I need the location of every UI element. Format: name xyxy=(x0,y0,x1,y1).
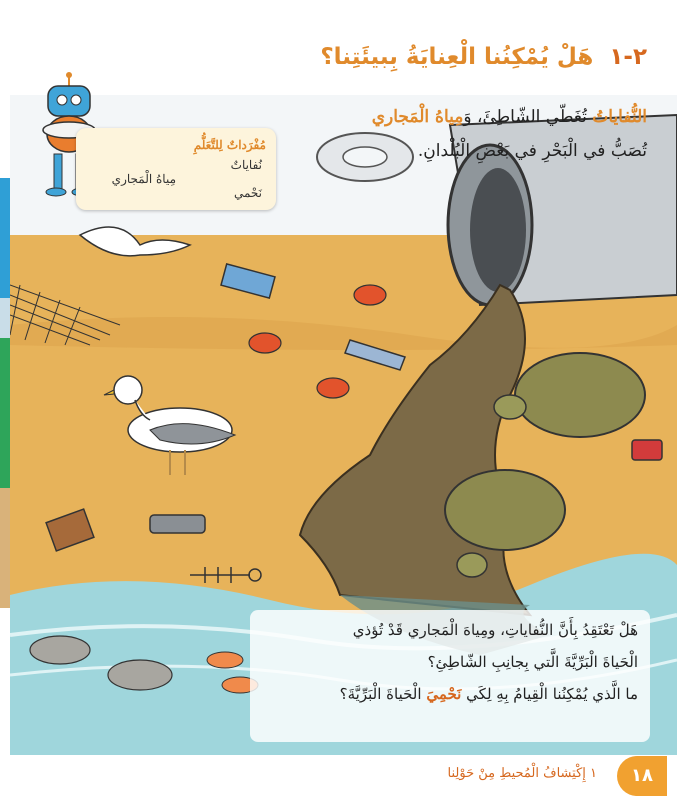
questions-box xyxy=(250,610,650,742)
vocabulary-word: نُفاياتٌ xyxy=(230,158,262,172)
lesson-title-text: هَلْ يُمْكِنُنا الْعِنايَةُ بِبيئَتِنا؟ xyxy=(320,44,594,70)
footer xyxy=(0,756,677,796)
vocabulary-heading: مُفْرَداتٌ لِلتَّعَلُّمِ xyxy=(193,138,266,152)
vocabulary-word: مِياهُ الْمَجاري xyxy=(111,172,176,186)
intro-mid: تُغَطّي الشّاطِئَ، وَ xyxy=(463,107,587,127)
page-number: ١٨ xyxy=(617,756,667,796)
intro-text xyxy=(227,100,647,168)
keyword-sewage: مِياهُ الْمَجاري xyxy=(371,107,464,127)
vocabulary-word: نَحْمي xyxy=(233,186,262,200)
page-edge-strip xyxy=(0,298,10,338)
question-line-1: هَلْ تَعْتَقِدُ بِأَنَّ النُّفاياتِ، ومِياهَ الْمَجاري قَدْ تُؤذي xyxy=(352,621,638,639)
chapter-title: ١ إِكْتِشافُ الْمُحيطِ مِنْ حَوْلِنا xyxy=(447,766,597,781)
page-edge-strip xyxy=(0,488,10,608)
question-line-3 xyxy=(262,678,638,710)
keyword-waste: النُّفاياتُ xyxy=(592,107,647,127)
question-line-2: الْحَياةَ الْبَرِّيَّةَ الَّتي بِجانِبِ الشّاطِئِ؟ xyxy=(427,653,638,671)
lesson-number: ٢-١ xyxy=(609,44,647,70)
lesson-title xyxy=(320,44,647,70)
page-edge-strip xyxy=(0,338,10,488)
question-line-3a: ما الَّذي يُمْكِنُنا الْقِيامُ بِهِ لِكَي xyxy=(466,685,638,703)
intro-line-2: تُصَبُّ في الْبَحْرِ في بَعْضِ الْبُلْدانِ. xyxy=(417,141,647,161)
keyword-protect: نَحْمِيَ xyxy=(426,685,462,703)
intro-line-1 xyxy=(227,100,647,134)
question-line-3b: الْحَياةَ الْبَرِّيَّةَ؟ xyxy=(339,685,422,703)
page-edge-strip xyxy=(0,178,10,298)
